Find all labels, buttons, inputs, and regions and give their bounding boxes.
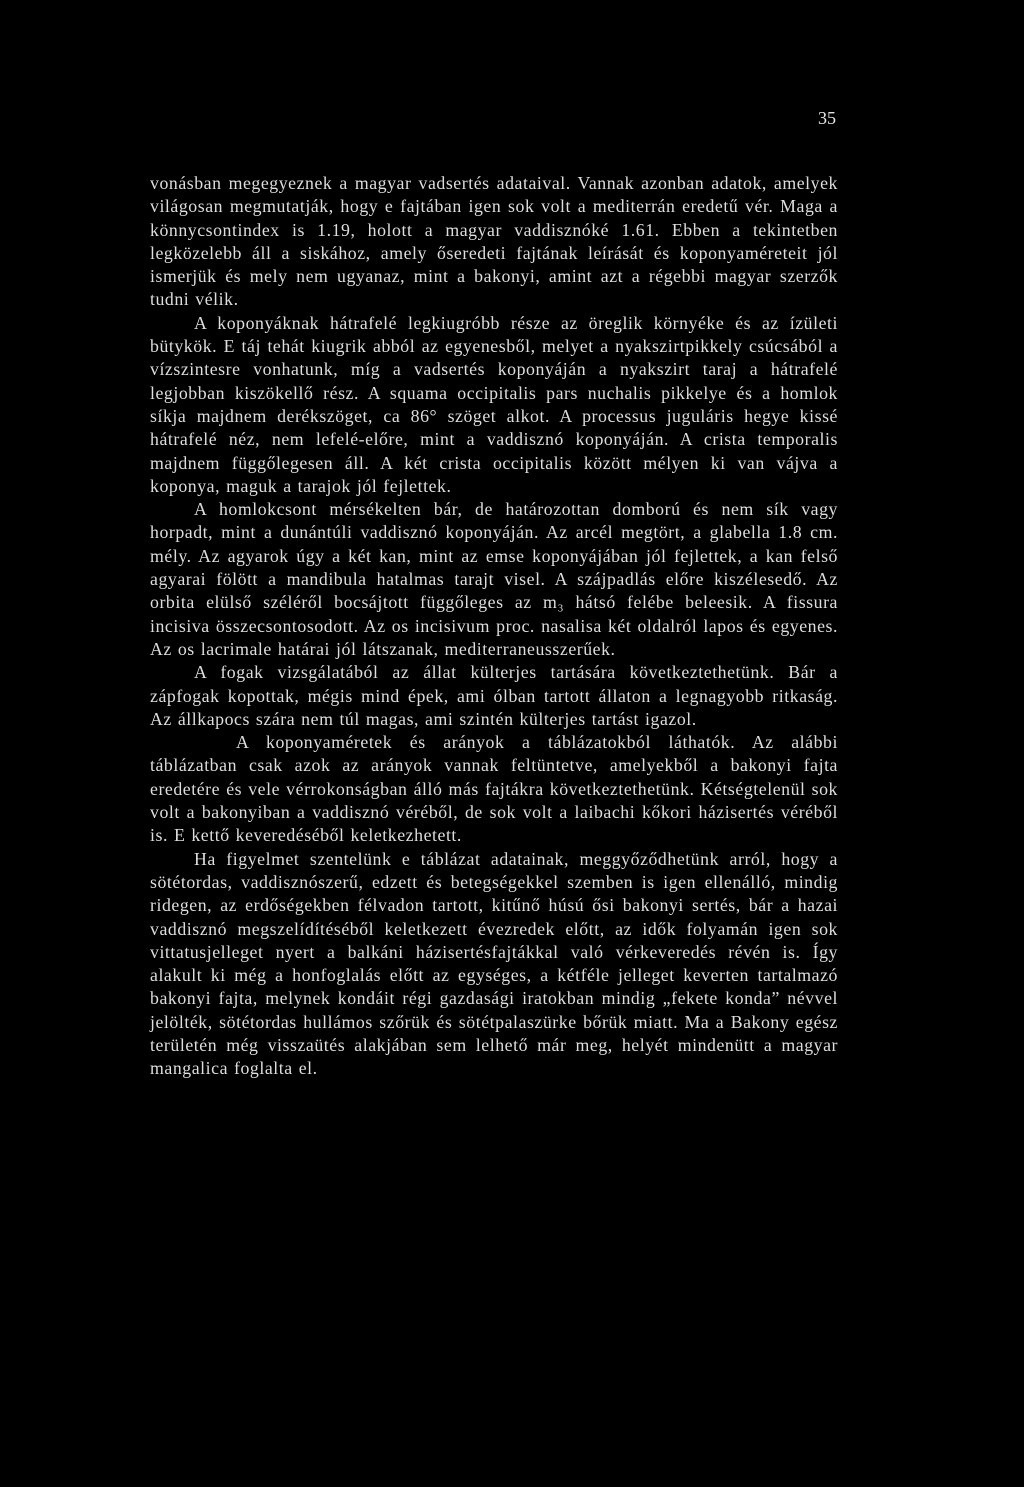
page-number: 35 xyxy=(818,108,836,128)
paragraph-1: vonásban megegyeznek a magyar vadsertés adataival. Vannak azonban adatok, amelyek világosan megmutatják, hogy e fajtában igen sok volt a mediterrán eredetű vér. Maga a könnycsontindex is 1.19, holott a magyar vaddisznóké 1.61. Ebben a tekintetben legközelebb áll a siskához, amely őseredeti fajtának leírását és koponyaméreteit jól ismerjük és mely nem ugyanaz, mint a bakonyi, amint azt a régebbi magyar szerzők tudni vélik. xyxy=(150,173,838,310)
paragraph-5: A koponyaméretek és arányok a táblázatokból láthatók. Az alábbi táblázatban csak azok az arányok vannak feltüntetve, amelyekből a bakonyi fajta eredetére és vele vérrokonságban álló más fajtákra következtethetünk. Kétségtelenül sok volt a bakonyiban a vaddisznó véréből, de sok volt a laibachi kőkori házisertés véréből is. E kettő keveredéséből keletkezhetett. xyxy=(150,732,838,846)
body-text xyxy=(150,172,838,1081)
paragraph-6: Ha figyelmet szentelünk e táblázat adatainak, meggyőződhetünk arról, hogy a sötétordas, vaddisznószerű, edzett és betegségekkel szemben is igen ellenálló, mindig ridegen, az erdőségekben félvadon tartott, kitűnő húsú ősi bakonyi sertés, bár a hazai vaddisznó megszelídítéséből keletkezett évezredek előtt, az idők folyamán igen sok vittatusjelleget nyert a balkáni házisertésfajtákkal való vérkeveredés révén is. Így alakult ki még a honfoglalás előtt az egységes, a kétféle jelleget keverten tartalmazó bakonyi fajta, melynek kondáit régi gazdasági iratokban mindig „fekete konda” névvel jelölték, sötétordas hullámos szőrük és sötétpalaszürke bőrük miatt. Ma a Bakony egész területén még visszaütés alakjában sem lelhető már meg, helyét mindenütt a magyar mangalica foglalta el. xyxy=(150,848,838,1079)
paragraph-3: A homlokcsont mérsékelten bár, de határozottan domború és nem sík vagy horpadt, mint a dunántúli vaddisznó koponyáján. Az arcél megtört, a glabella 1.8 cm. mély. Az agyarok úgy a két kan, mint az emse koponyájában jól fejlettek, a kan felső agyarai fölött a mandibula hatalmas tarajt visel. A szájpadlás előre kiszélesedő. Az orbita elülső széléről bocsájtott függőleges az m₃ hátsó felébe beleesik. A fissura incisiva összecsontosodott. Az os incisivum proc. nasalisa két oldalról lapos és egyenes. Az os lacrimale határai jól látszanak, mediterraneusszerűek. xyxy=(150,499,838,659)
paragraph-4: A fogak vizsgálatából az állat külterjes tartására következtethetünk. Bár a zápfogak kopottak, mégis mind épek, ami ólban tartott állaton a legnagyobb ritkaság. Az állkapocs szára nem túl magas, ami szintén külterjes tartást igazol. xyxy=(150,662,838,729)
paragraph-2: A koponyáknak hátrafelé legkiugróbb része az öreglik környéke és az ízületi bütykök. E táj tehát kiugrik abból az egyenesből, melyet a nyakszirtpikkely csúcsából a vízszintesre vonhatunk, míg a vadsertés koponyáján a nyakszirt taraj a hátrafelé legjobban kiszökellő rész. A squama occipitalis pars nuchalis pikkelye és a homlok síkja majdnem derékszöget, ca 86° szöget alkot. A processus juguláris hegye kissé hátrafelé néz, nem lefelé-előre, mint a vaddisznó koponyáján. A crista temporalis majdnem függőlegesen áll. A két crista occipitalis között mélyen ki van vájva a koponya, maguk a tarajok jól fejlettek. xyxy=(150,312,838,496)
